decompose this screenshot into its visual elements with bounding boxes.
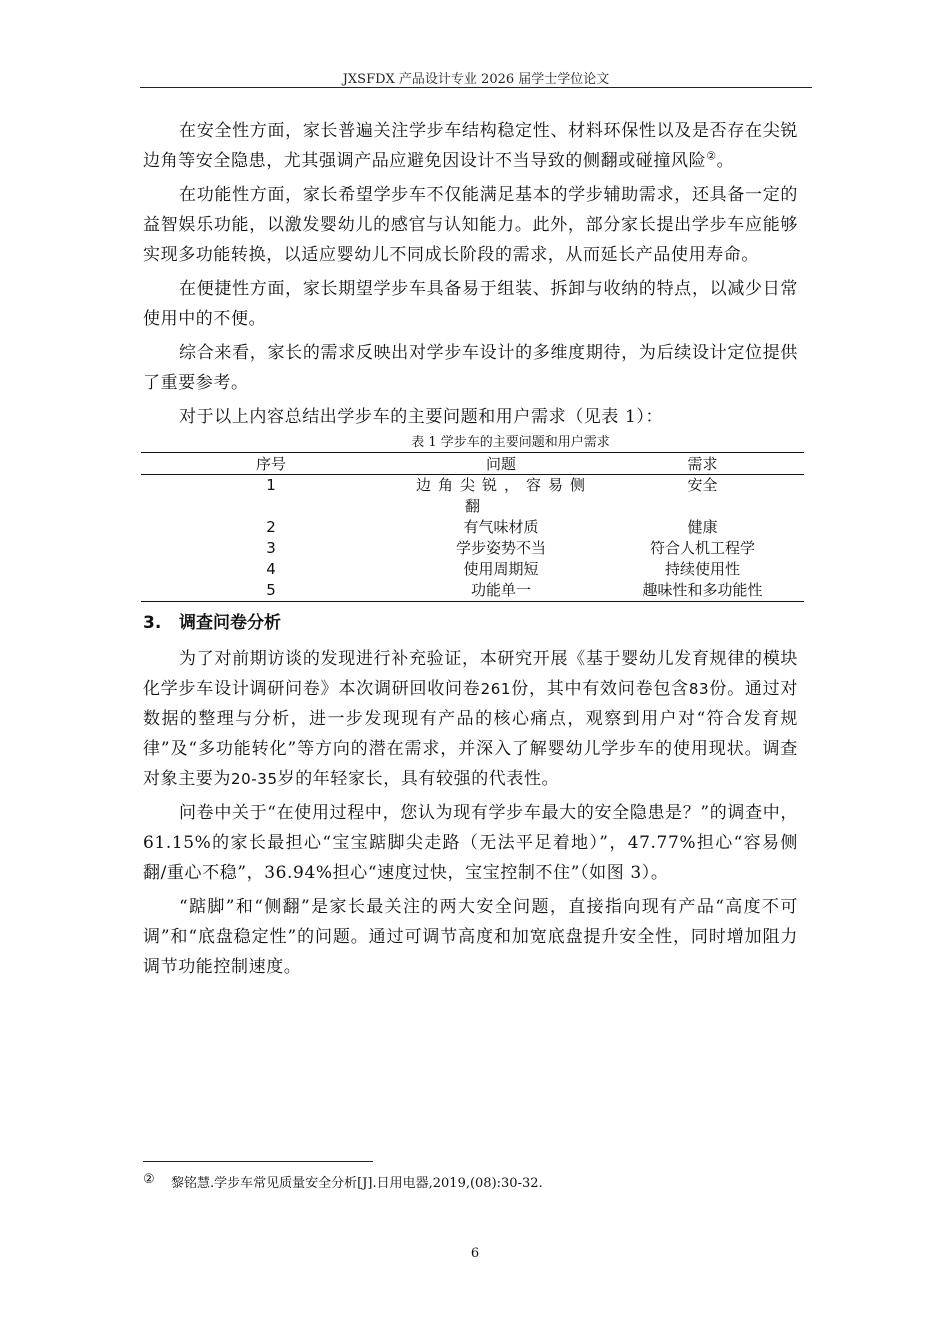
section-heading — [143, 608, 798, 638]
footnote-reference[interactable]: ② — [706, 149, 717, 163]
paragraph-function: 在功能性方面，家长希望学步车不仅能满足基本的学步辅助需求，还具备一定的益智娱乐功能，以激发婴幼儿的感官与认知能力。此外，部分家长提出学步车应能够实现多功能转换，以适应婴幼儿不同成长阶段的需求，从而延长产品使用寿命。 — [143, 185, 798, 265]
problems-needs-table — [141, 452, 804, 602]
paragraph-survey-results: 问卷中关于“在使用过程中，您认为现有学步车最大的安全隐患是？”的调查中，61.15%的家长最担心“宝宝踮脚尖走路（无法平足着地）”，47.77%担心“容易侧翻/重心不稳”，36.94%担心“速度过快，宝宝控制不住”（如图 3）。 — [143, 803, 798, 883]
table-cell-need: 健康 — [687, 518, 718, 536]
table-caption: 表 1 学步车的主要问题和用户需求 — [411, 435, 610, 450]
table-cell-need: 安全 — [687, 476, 718, 494]
table-header-problem: 问题 — [401, 453, 601, 475]
table-cell-number: 2 — [266, 518, 276, 536]
paragraph-summary: 综合来看，家长的需求反映出对学步车设计的多维度期待，为后续设计定位提供了重要参考。 — [143, 343, 798, 393]
table-row — [141, 538, 804, 559]
table-cell-problem: 使用周期短 — [463, 560, 539, 578]
table-header-need: 需求 — [601, 453, 804, 475]
survey-intro-text-a: 为了对前期访谈的发现进行补充验证，本研究开展《基于婴幼儿发育规律的模块化学步车设计调研问卷》本次调研回收问卷 — [143, 649, 798, 699]
table-cell-need: 符合人机工程学 — [649, 539, 755, 557]
paragraph-survey-intro — [143, 644, 798, 794]
survey-intro-text-b: 份，其中有效问卷包含 — [511, 679, 689, 699]
table-cell-problem: 有气味材质 — [463, 518, 539, 536]
survey-valid-count: 83 — [688, 680, 710, 698]
table-header-row — [141, 453, 804, 475]
table-cell-number: 3 — [266, 539, 276, 557]
table-cell-need: 持续使用性 — [664, 560, 740, 578]
survey-age-range: 20-35 — [231, 770, 278, 788]
footnote-rule — [143, 1161, 373, 1162]
table-cell-problem — [401, 475, 601, 497]
paragraph-safety — [143, 116, 798, 176]
footnote-text: 黎铭慧.学步车常见质量安全分析[J].日用电器,2019,(08):30-32. — [171, 1176, 543, 1191]
survey-intro-text-c: 份。通过对数据的整理与分析，进一步发现现有产品的核心痛点，观察到用户对“符合发育规律”及“多功能转化”等方向的潜在需求，并深入了解婴幼儿学步车的使用现状。调查对象主要为 — [143, 679, 799, 789]
table-row — [141, 580, 804, 602]
paragraph-safety-end: 。 — [716, 151, 735, 171]
table-row — [141, 517, 804, 538]
footnote — [143, 1172, 543, 1191]
body-text — [143, 116, 798, 986]
table-cell-need: 趣味性和多功能性 — [601, 580, 804, 602]
paragraph-safety-text: 在安全性方面，家长普遍关注学步车结构稳定性、材料环保性以及是否存在尖锐边角等安全隐患，尤其强调产品应避免因设计不当导致的侧翻或碰撞风险 — [143, 121, 798, 171]
paragraph-convenience: 在便捷性方面，家长期望学步车具备易于组装、拆卸与收纳的特点，以减少日常使用中的不便。 — [143, 279, 798, 329]
section-number: 3. — [143, 613, 162, 633]
table-header-number: 序号 — [141, 453, 401, 475]
table-cell-problem-line1: 边角尖锐，容易侧 — [416, 476, 586, 494]
survey-intro-text-d: 岁的年轻家长，具有较强的代表性。 — [277, 769, 560, 789]
header-rule — [140, 87, 812, 88]
page-number: 6 — [470, 1246, 480, 1261]
table-row-continuation — [141, 496, 804, 517]
table-row — [141, 475, 804, 497]
table-cell-number: 5 — [141, 580, 401, 602]
survey-total-count: 261 — [480, 680, 512, 698]
table-cell-problem: 学步姿势不当 — [455, 539, 546, 557]
table-cell-problem-line2: 翻 — [464, 497, 480, 515]
paragraph-table-intro: 对于以上内容总结出学步车的主要问题和用户需求（见表 1）： — [179, 407, 664, 427]
table-cell-number: 1 — [266, 476, 276, 494]
table-row — [141, 559, 804, 580]
paragraph-survey-conclusion: “踮脚”和“侧翻”是家长最关注的两大安全问题，直接指向现有产品“高度不可调”和“底盘稳定性”的问题。通过可调节高度和加宽底盘提升安全性，同时增加阻力调节功能控制速度。 — [143, 897, 798, 977]
section-title: 调查问卷分析 — [179, 613, 281, 633]
running-header: JXSFDX 产品设计专业 2026 届学士学位论文 — [342, 72, 610, 87]
footnote-mark: ② — [143, 1172, 155, 1187]
table-cell-number: 4 — [266, 560, 276, 578]
table-cell-problem: 功能单一 — [401, 580, 601, 602]
